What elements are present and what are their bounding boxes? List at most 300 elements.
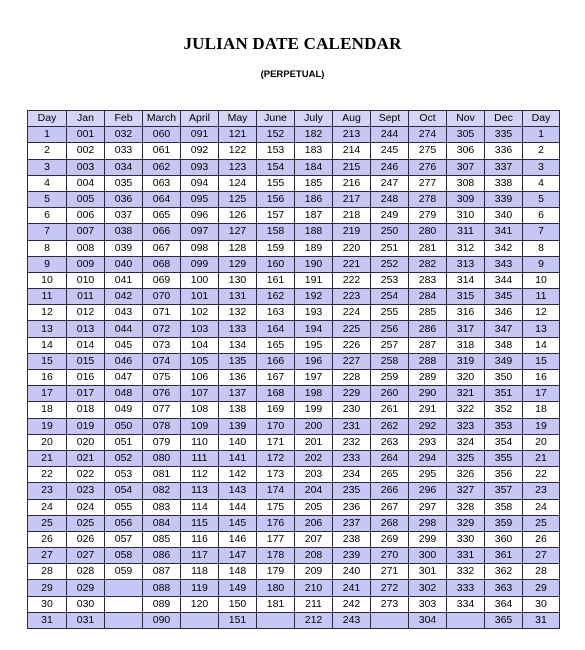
julian-day-cell: 115: [181, 515, 219, 531]
julian-day-cell: 018: [67, 402, 105, 418]
table-row: [28, 450, 560, 466]
table-row: [28, 418, 560, 434]
julian-day-cell: 213: [333, 127, 371, 143]
julian-day-cell: 191: [295, 272, 333, 288]
julian-day-cell: 252: [371, 256, 409, 272]
julian-day-cell: 358: [485, 499, 523, 515]
julian-day-cell: 202: [295, 450, 333, 466]
julian-day-cell: 304: [409, 612, 447, 628]
julian-day-cell: 327: [447, 483, 485, 499]
julian-day-cell: 279: [409, 208, 447, 224]
day-number-cell: 10: [523, 272, 560, 288]
column-header-jan: Jan: [67, 111, 105, 127]
day-number-cell: 14: [523, 337, 560, 353]
day-number-cell: 1: [523, 127, 560, 143]
julian-day-cell: 276: [409, 159, 447, 175]
julian-day-cell: 165: [257, 337, 295, 353]
julian-day-cell: [181, 612, 219, 628]
julian-day-cell: 151: [219, 612, 257, 628]
julian-day-cell: 234: [333, 467, 371, 483]
julian-day-cell: 195: [295, 337, 333, 353]
julian-day-cell: 166: [257, 353, 295, 369]
day-number-cell: 30: [523, 596, 560, 612]
day-number-cell: 1: [28, 127, 67, 143]
table-row: [28, 289, 560, 305]
day-number-cell: 18: [28, 402, 67, 418]
day-number-cell: 8: [28, 240, 67, 256]
julian-day-cell: 122: [219, 143, 257, 159]
julian-day-cell: 280: [409, 224, 447, 240]
julian-day-cell: 066: [143, 224, 181, 240]
julian-day-cell: 173: [257, 467, 295, 483]
julian-day-cell: 031: [67, 612, 105, 628]
julian-day-cell: 139: [219, 418, 257, 434]
julian-day-cell: 359: [485, 515, 523, 531]
day-number-cell: 22: [28, 467, 67, 483]
julian-day-cell: 355: [485, 450, 523, 466]
julian-day-cell: 134: [219, 337, 257, 353]
julian-day-cell: 041: [105, 272, 143, 288]
julian-day-cell: 096: [181, 208, 219, 224]
julian-day-cell: 349: [485, 353, 523, 369]
julian-day-cell: 032: [105, 127, 143, 143]
julian-day-cell: 159: [257, 240, 295, 256]
julian-day-cell: 154: [257, 159, 295, 175]
julian-day-cell: 300: [409, 548, 447, 564]
julian-day-cell: 286: [409, 321, 447, 337]
table-row: [28, 353, 560, 369]
julian-day-cell: 004: [67, 175, 105, 191]
day-number-cell: 2: [523, 143, 560, 159]
julian-day-cell: 179: [257, 564, 295, 580]
julian-day-cell: 022: [67, 467, 105, 483]
julian-day-cell: 352: [485, 402, 523, 418]
day-number-cell: 11: [28, 289, 67, 305]
julian-day-cell: 046: [105, 353, 143, 369]
table-row: [28, 127, 560, 143]
julian-day-cell: 245: [371, 143, 409, 159]
julian-day-cell: 257: [371, 337, 409, 353]
julian-day-cell: 102: [181, 305, 219, 321]
julian-day-cell: 270: [371, 548, 409, 564]
julian-day-cell: 009: [67, 256, 105, 272]
julian-day-cell: 076: [143, 386, 181, 402]
day-number-cell: 28: [523, 564, 560, 580]
julian-day-cell: [105, 596, 143, 612]
julian-day-cell: 227: [333, 353, 371, 369]
julian-day-cell: 164: [257, 321, 295, 337]
julian-day-cell: 320: [447, 370, 485, 386]
table-row: [28, 305, 560, 321]
day-number-cell: 16: [523, 370, 560, 386]
julian-day-cell: 206: [295, 515, 333, 531]
julian-day-cell: 348: [485, 337, 523, 353]
day-number-cell: 4: [523, 175, 560, 191]
julian-day-cell: 126: [219, 208, 257, 224]
day-number-cell: 10: [28, 272, 67, 288]
julian-day-cell: 294: [409, 450, 447, 466]
column-header-day: Day: [28, 111, 67, 127]
julian-day-cell: 342: [485, 240, 523, 256]
julian-day-cell: 356: [485, 467, 523, 483]
table-row: [28, 402, 560, 418]
julian-day-cell: 063: [143, 175, 181, 191]
julian-day-cell: 275: [409, 143, 447, 159]
julian-day-cell: 338: [485, 175, 523, 191]
julian-day-cell: 097: [181, 224, 219, 240]
julian-day-cell: 011: [67, 289, 105, 305]
julian-day-cell: 353: [485, 418, 523, 434]
table-row: [28, 337, 560, 353]
julian-day-cell: 161: [257, 272, 295, 288]
julian-day-cell: 123: [219, 159, 257, 175]
julian-day-cell: 008: [67, 240, 105, 256]
table-row: [28, 434, 560, 450]
day-number-cell: 6: [28, 208, 67, 224]
julian-day-cell: 124: [219, 175, 257, 191]
day-number-cell: 14: [28, 337, 67, 353]
julian-day-cell: 038: [105, 224, 143, 240]
day-number-cell: 9: [523, 256, 560, 272]
julian-day-cell: 343: [485, 256, 523, 272]
julian-day-cell: 297: [409, 499, 447, 515]
julian-day-cell: 162: [257, 289, 295, 305]
julian-day-cell: 133: [219, 321, 257, 337]
julian-day-cell: 104: [181, 337, 219, 353]
julian-day-cell: 070: [143, 289, 181, 305]
julian-day-cell: 020: [67, 434, 105, 450]
julian-day-cell: 146: [219, 531, 257, 547]
julian-day-cell: 222: [333, 272, 371, 288]
julian-day-cell: 003: [67, 159, 105, 175]
table-row: [28, 159, 560, 175]
julian-day-cell: 001: [67, 127, 105, 143]
julian-day-cell: 268: [371, 515, 409, 531]
day-number-cell: 31: [523, 612, 560, 628]
julian-day-cell: 135: [219, 353, 257, 369]
julian-day-cell: 157: [257, 208, 295, 224]
julian-day-cell: 099: [181, 256, 219, 272]
day-number-cell: 19: [28, 418, 67, 434]
julian-day-cell: 333: [447, 580, 485, 596]
julian-day-cell: 292: [409, 418, 447, 434]
julian-day-cell: 293: [409, 434, 447, 450]
julian-day-cell: 055: [105, 499, 143, 515]
table-row: [28, 499, 560, 515]
julian-day-cell: 080: [143, 450, 181, 466]
day-number-cell: 22: [523, 467, 560, 483]
column-header-april: April: [181, 111, 219, 127]
day-number-cell: 27: [28, 548, 67, 564]
julian-day-cell: 167: [257, 370, 295, 386]
table-row: [28, 175, 560, 191]
julian-day-cell: 224: [333, 305, 371, 321]
julian-day-cell: 249: [371, 208, 409, 224]
julian-day-cell: 105: [181, 353, 219, 369]
julian-day-cell: 174: [257, 483, 295, 499]
julian-day-cell: 364: [485, 596, 523, 612]
day-number-cell: 18: [523, 402, 560, 418]
day-number-cell: 21: [523, 450, 560, 466]
julian-day-cell: 129: [219, 256, 257, 272]
julian-day-cell: 103: [181, 321, 219, 337]
julian-day-cell: 131: [219, 289, 257, 305]
julian-day-cell: 194: [295, 321, 333, 337]
day-number-cell: 5: [28, 191, 67, 207]
julian-day-cell: 125: [219, 191, 257, 207]
julian-day-cell: 144: [219, 499, 257, 515]
julian-day-cell: 290: [409, 386, 447, 402]
julian-day-cell: 283: [409, 272, 447, 288]
julian-day-cell: 215: [333, 159, 371, 175]
day-number-cell: 24: [28, 499, 67, 515]
julian-day-cell: 019: [67, 418, 105, 434]
julian-day-cell: 309: [447, 191, 485, 207]
julian-day-cell: 237: [333, 515, 371, 531]
julian-day-cell: 266: [371, 483, 409, 499]
day-number-cell: 20: [28, 434, 67, 450]
julian-day-cell: 357: [485, 483, 523, 499]
julian-day-cell: 220: [333, 240, 371, 256]
day-number-cell: 2: [28, 143, 67, 159]
julian-day-cell: 014: [67, 337, 105, 353]
column-header-sept: Sept: [371, 111, 409, 127]
julian-day-cell: 127: [219, 224, 257, 240]
day-number-cell: 17: [28, 386, 67, 402]
julian-day-cell: 326: [447, 467, 485, 483]
julian-day-cell: 141: [219, 450, 257, 466]
julian-day-cell: 147: [219, 548, 257, 564]
julian-day-cell: 110: [181, 434, 219, 450]
julian-day-cell: 026: [67, 531, 105, 547]
julian-day-cell: 295: [409, 467, 447, 483]
julian-day-cell: 331: [447, 548, 485, 564]
julian-day-cell: [105, 580, 143, 596]
julian-day-cell: 169: [257, 402, 295, 418]
julian-day-cell: 243: [333, 612, 371, 628]
julian-day-cell: 317: [447, 321, 485, 337]
julian-day-cell: 071: [143, 305, 181, 321]
table-row: [28, 612, 560, 628]
julian-day-cell: 329: [447, 515, 485, 531]
julian-day-cell: 185: [295, 175, 333, 191]
julian-day-cell: 301: [409, 564, 447, 580]
julian-day-cell: 360: [485, 531, 523, 547]
julian-day-cell: 305: [447, 127, 485, 143]
julian-day-cell: 221: [333, 256, 371, 272]
julian-day-cell: 044: [105, 321, 143, 337]
julian-day-cell: 339: [485, 191, 523, 207]
julian-day-cell: 077: [143, 402, 181, 418]
julian-day-cell: 345: [485, 289, 523, 305]
julian-day-cell: 024: [67, 499, 105, 515]
julian-day-cell: 067: [143, 240, 181, 256]
julian-day-cell: 255: [371, 305, 409, 321]
column-header-june: June: [257, 111, 295, 127]
day-number-cell: 28: [28, 564, 67, 580]
day-number-cell: 12: [523, 305, 560, 321]
julian-day-cell: 177: [257, 531, 295, 547]
julian-day-cell: 246: [371, 159, 409, 175]
julian-day-cell: 322: [447, 402, 485, 418]
julian-day-cell: 075: [143, 370, 181, 386]
julian-day-cell: 354: [485, 434, 523, 450]
day-number-cell: 16: [28, 370, 67, 386]
julian-day-cell: 203: [295, 467, 333, 483]
julian-day-cell: 201: [295, 434, 333, 450]
julian-day-cell: 120: [181, 596, 219, 612]
table-row: [28, 564, 560, 580]
julian-day-cell: 180: [257, 580, 295, 596]
julian-day-cell: 060: [143, 127, 181, 143]
julian-day-cell: 341: [485, 224, 523, 240]
julian-day-cell: 344: [485, 272, 523, 288]
julian-day-cell: 242: [333, 596, 371, 612]
julian-day-cell: 199: [295, 402, 333, 418]
julian-day-cell: 247: [371, 175, 409, 191]
julian-day-cell: 328: [447, 499, 485, 515]
julian-day-cell: 214: [333, 143, 371, 159]
julian-day-cell: 035: [105, 175, 143, 191]
julian-day-cell: 089: [143, 596, 181, 612]
julian-day-cell: 013: [67, 321, 105, 337]
table-row: [28, 467, 560, 483]
julian-day-cell: 002: [67, 143, 105, 159]
julian-day-cell: 253: [371, 272, 409, 288]
julian-day-cell: 109: [181, 418, 219, 434]
julian-day-cell: 087: [143, 564, 181, 580]
julian-day-cell: 316: [447, 305, 485, 321]
julian-day-cell: 101: [181, 289, 219, 305]
julian-day-cell: 168: [257, 386, 295, 402]
julian-day-cell: 053: [105, 467, 143, 483]
julian-day-cell: 324: [447, 434, 485, 450]
day-number-cell: 20: [523, 434, 560, 450]
table-row: [28, 386, 560, 402]
julian-day-cell: 365: [485, 612, 523, 628]
julian-day-cell: 158: [257, 224, 295, 240]
julian-day-cell: 291: [409, 402, 447, 418]
table-row: [28, 515, 560, 531]
julian-day-cell: 217: [333, 191, 371, 207]
julian-day-cell: 264: [371, 450, 409, 466]
julian-day-cell: 054: [105, 483, 143, 499]
table-header-row: [28, 111, 560, 127]
day-number-cell: 13: [28, 321, 67, 337]
julian-day-cell: 285: [409, 305, 447, 321]
julian-day-cell: 302: [409, 580, 447, 596]
julian-day-cell: 319: [447, 353, 485, 369]
julian-day-cell: 175: [257, 499, 295, 515]
julian-day-cell: 347: [485, 321, 523, 337]
julian-day-cell: 350: [485, 370, 523, 386]
julian-day-cell: 068: [143, 256, 181, 272]
julian-day-cell: 142: [219, 467, 257, 483]
julian-day-cell: 315: [447, 289, 485, 305]
julian-day-cell: 069: [143, 272, 181, 288]
day-number-cell: 5: [523, 191, 560, 207]
julian-day-cell: 192: [295, 289, 333, 305]
table-row: [28, 596, 560, 612]
julian-day-cell: 106: [181, 370, 219, 386]
julian-day-cell: 225: [333, 321, 371, 337]
julian-day-cell: 314: [447, 272, 485, 288]
julian-day-cell: 145: [219, 515, 257, 531]
julian-day-cell: 093: [181, 159, 219, 175]
julian-day-cell: 090: [143, 612, 181, 628]
julian-day-cell: 239: [333, 548, 371, 564]
day-number-cell: 3: [523, 159, 560, 175]
julian-day-cell: 209: [295, 564, 333, 580]
julian-day-cell: 118: [181, 564, 219, 580]
julian-day-cell: 334: [447, 596, 485, 612]
julian-day-cell: 176: [257, 515, 295, 531]
julian-day-cell: 037: [105, 208, 143, 224]
julian-day-cell: 057: [105, 531, 143, 547]
day-number-cell: 13: [523, 321, 560, 337]
column-header-march: March: [143, 111, 181, 127]
julian-day-cell: 163: [257, 305, 295, 321]
table-row: [28, 531, 560, 547]
julian-day-cell: 193: [295, 305, 333, 321]
column-header-dec: Dec: [485, 111, 523, 127]
julian-day-cell: 187: [295, 208, 333, 224]
julian-day-cell: 059: [105, 564, 143, 580]
julian-day-cell: 223: [333, 289, 371, 305]
day-number-cell: 25: [523, 515, 560, 531]
julian-day-cell: 235: [333, 483, 371, 499]
julian-day-cell: 040: [105, 256, 143, 272]
day-number-cell: 31: [28, 612, 67, 628]
julian-day-cell: 340: [485, 208, 523, 224]
julian-day-cell: 218: [333, 208, 371, 224]
julian-day-cell: 263: [371, 434, 409, 450]
julian-day-cell: 138: [219, 402, 257, 418]
day-number-cell: 7: [523, 224, 560, 240]
day-number-cell: 21: [28, 450, 67, 466]
table-row: [28, 483, 560, 499]
julian-day-cell: 190: [295, 256, 333, 272]
julian-day-cell: 260: [371, 386, 409, 402]
julian-day-cell: 092: [181, 143, 219, 159]
julian-day-cell: 034: [105, 159, 143, 175]
julian-day-cell: 036: [105, 191, 143, 207]
julian-day-cell: 128: [219, 240, 257, 256]
julian-day-cell: 259: [371, 370, 409, 386]
julian-day-cell: 183: [295, 143, 333, 159]
day-number-cell: 8: [523, 240, 560, 256]
julian-day-cell: 079: [143, 434, 181, 450]
julian-day-cell: 198: [295, 386, 333, 402]
julian-day-cell: 289: [409, 370, 447, 386]
julian-day-cell: [105, 612, 143, 628]
julian-day-cell: 189: [295, 240, 333, 256]
julian-day-cell: 303: [409, 596, 447, 612]
column-header-may: May: [219, 111, 257, 127]
julian-day-cell: 065: [143, 208, 181, 224]
table-row: [28, 143, 560, 159]
julian-day-cell: [257, 612, 295, 628]
julian-day-cell: 137: [219, 386, 257, 402]
julian-day-cell: 233: [333, 450, 371, 466]
julian-day-cell: 012: [67, 305, 105, 321]
julian-day-cell: 051: [105, 434, 143, 450]
julian-day-cell: 155: [257, 175, 295, 191]
julian-day-cell: 160: [257, 256, 295, 272]
julian-day-cell: 085: [143, 531, 181, 547]
day-number-cell: 12: [28, 305, 67, 321]
julian-day-cell: 121: [219, 127, 257, 143]
